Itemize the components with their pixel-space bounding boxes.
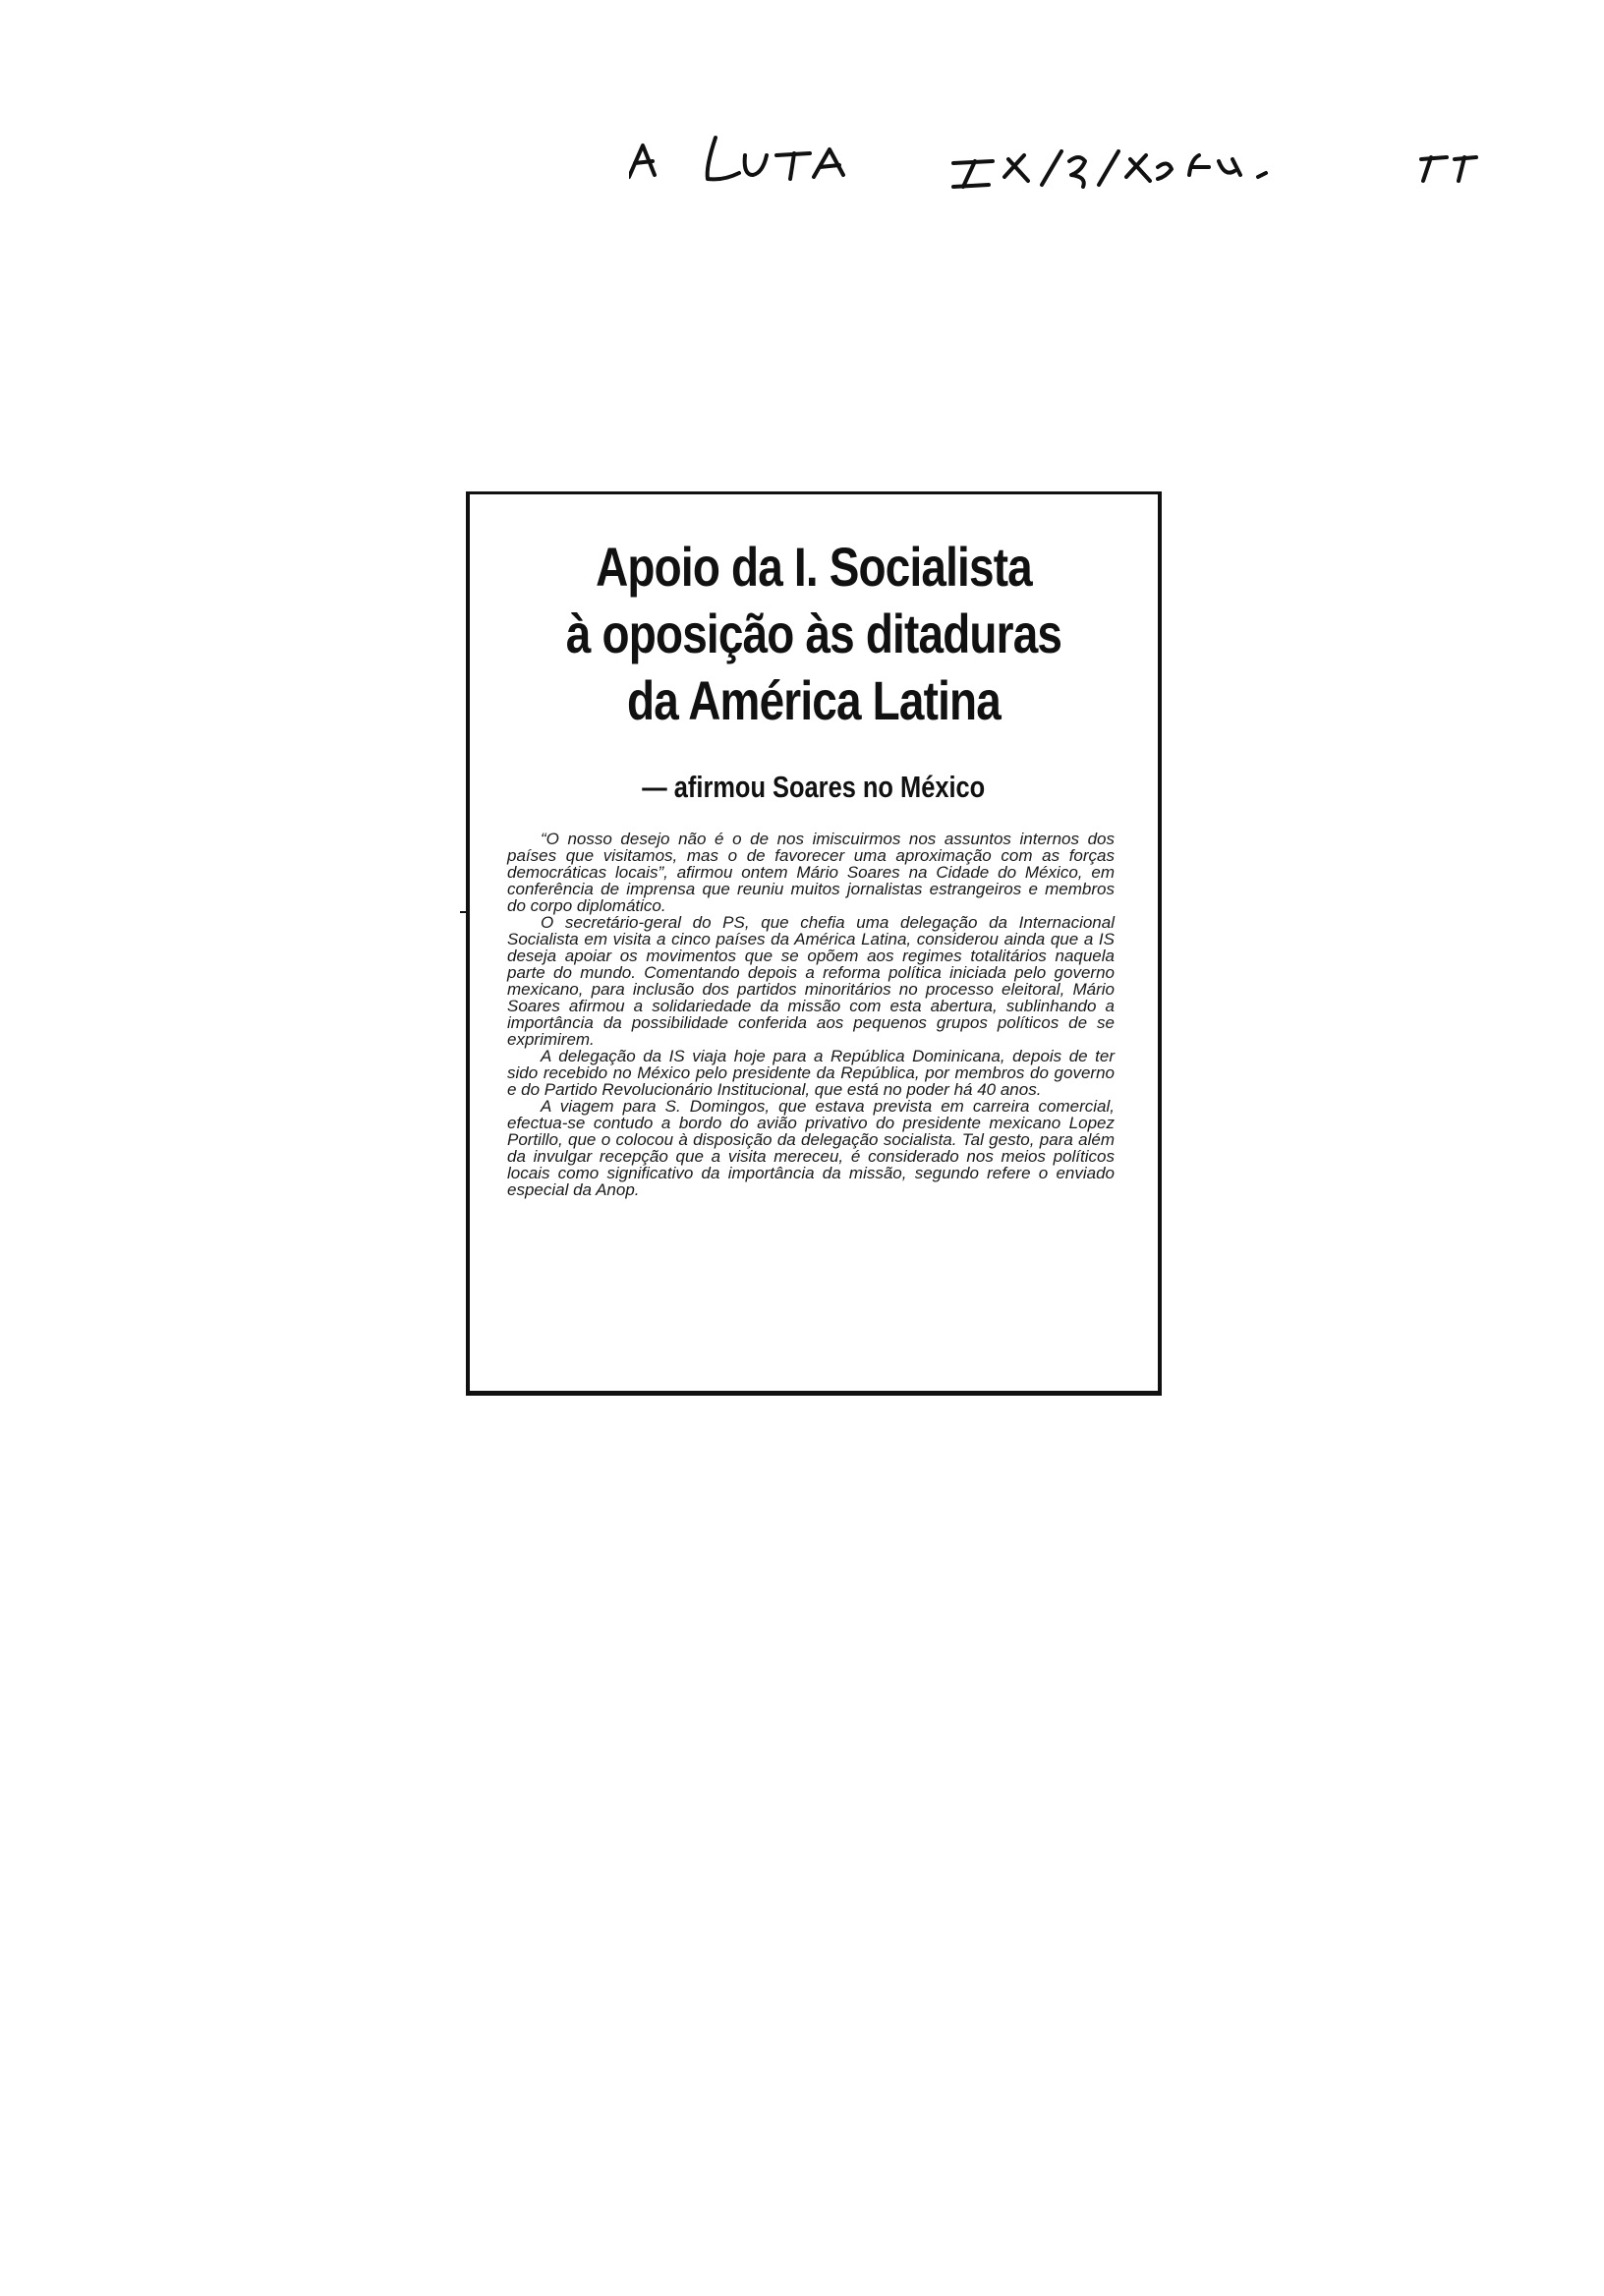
article-headline xyxy=(470,534,1158,734)
newspaper-clipping xyxy=(466,491,1162,1396)
headline-line-2: à oposição às ditaduras xyxy=(565,603,1062,664)
headline-line-1: Apoio da I. Socialista xyxy=(596,536,1032,598)
article-subheadline xyxy=(470,770,1158,805)
handwritten-annotation xyxy=(629,116,1494,224)
article-paragraph: “O nosso desejo não é o de nos imiscuirmos nos assuntos internos dos países que visitamos, mas o de favorecer uma aproximação com as forças democráticas locais”, afirmou ontem Mário Soares na Cidade do México, em conferência de imprensa que reuniu muitos jornalistas estrangeiros e membros do corpo diplomático. xyxy=(507,830,1115,915)
margin-mark xyxy=(460,911,470,913)
article-body xyxy=(507,831,1115,1198)
article-paragraph: A delegação da IS viaja hoje para a República Dominicana, depois de ter sido recebido no México pelo presidente da República, por membros do governo e do Partido Revolucionário Institucional, que está no poder há 40 anos. xyxy=(507,1047,1115,1099)
article-paragraph: O secretário-geral do PS, que chefia uma delegação da Internacional Socialista em visita a cinco países da América Latina, considerou ainda que a IS deseja apoiar os movimentos que se opõem aos regimes totalitários naquela parte do mundo. Comentando depois a reforma política iniciada pelo governo mexicano, para inclusão dos partidos minoritários no processo eleitoral, Mário Soares afirmou a solidariedade da missão com esta abertura, sublinhando a importância da possibilidade conferida aos pequenos grupos políticos de se exprimirem. xyxy=(507,913,1115,1049)
subheadline-text: — afirmou Soares no México xyxy=(642,770,986,804)
handwritten-annotation-scribble xyxy=(629,116,1494,224)
headline-line-3: da América Latina xyxy=(627,669,1001,731)
article-paragraph: A viagem para S. Domingos, que estava prevista em carreira comercial, efectua-se contudo a bordo do avião privativo do presidente mexicano Lopez Portillo, que o colocou à disposição da delegação socialista. Tal gesto, para além da invulgar recepção que a visita mereceu, é considerado nos meios políticos locais como significativo da importância da missão, segundo refere o enviado especial da Anop. xyxy=(507,1097,1115,1199)
